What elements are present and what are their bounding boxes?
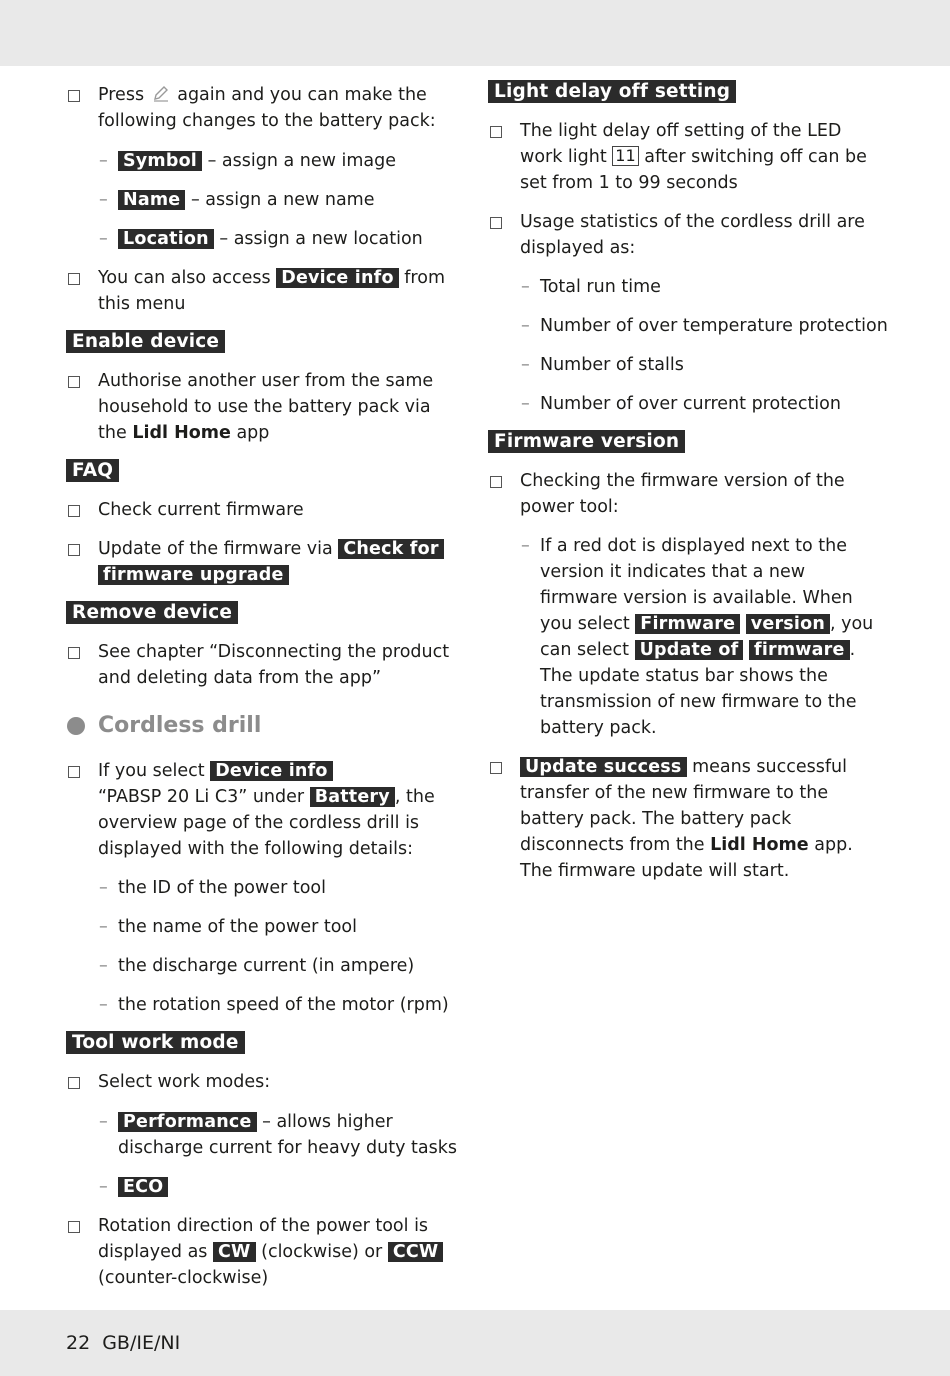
- footer-bar: [0, 1310, 950, 1376]
- checkbox-bullet-icon: [68, 505, 80, 517]
- checkbox-bullet-icon: [68, 90, 80, 102]
- fw-red-dot-item: – If a red dot is displayed next to the version it indicates that a new firmware version is available. When you select Firmware version , you can select Update of firmware . The update status bar shows the transmission of new firmware to the battery pack.: [521, 536, 874, 738]
- usage-item: – Number of stalls: [521, 355, 684, 375]
- firmware-label: Firmware: [635, 614, 740, 634]
- version-label: version: [746, 614, 830, 634]
- faq-heading: FAQ: [66, 459, 119, 482]
- update-of-label: Update of: [635, 640, 744, 660]
- access-bullet: You can also access Device info from this menu: [66, 265, 461, 317]
- battery-label: Battery: [310, 787, 395, 807]
- checkbox-bullet-icon: [68, 1221, 80, 1233]
- cw-label: CW: [213, 1242, 256, 1262]
- ccw-label: CCW: [388, 1242, 444, 1262]
- select-bullet: If you select Device info “PABSP 20 Li C3” under Battery , the overview page of the cordless drill is displayed with the following details:: [66, 758, 461, 862]
- header-bar: [0, 0, 950, 66]
- press-bullet: Press again and you can make the following changes to the battery pack:: [66, 82, 461, 134]
- enable-device-heading: Enable device: [66, 330, 225, 353]
- faq-check-bullet: Check current firmware: [66, 497, 461, 523]
- checkbox-bullet-icon: [490, 762, 502, 774]
- detail-item: – the discharge current (in ampere): [99, 956, 415, 976]
- device-info-label-2: Device info: [210, 761, 332, 781]
- eco-item: – ECO: [66, 1174, 461, 1200]
- light-delay-heading: Light delay off setting: [488, 80, 736, 103]
- remove-device-heading: Remove device: [66, 601, 238, 624]
- light-bullet: The light delay off setting of the LED work light 11 after switching off can be set from 1 to 99 seconds: [488, 118, 888, 196]
- enable-bullet: Authorise another user from the same household to use the battery pack via the Lidl Home app: [66, 368, 461, 446]
- usage-item: – Number of over temperature protection: [521, 316, 888, 336]
- firmware-label-2: firmware: [749, 640, 850, 660]
- page-number: 22 GB/IE/NI: [66, 1332, 181, 1354]
- right-column: [488, 80, 888, 884]
- usage-item: – Number of over current protection: [521, 394, 841, 414]
- checkbox-bullet-icon: [68, 376, 80, 388]
- modes-bullet: Select work modes:: [66, 1069, 461, 1095]
- faq-update-bullet: Update of the firmware via Check for firmware upgrade: [66, 536, 461, 588]
- checkbox-bullet-icon: [68, 273, 80, 285]
- success-bullet: Update success means successful transfer of the new firmware to the battery pack. The battery pack disconnects from the Lidl Home app. The firmware update will start.: [488, 754, 888, 884]
- name-label: Name: [118, 190, 185, 210]
- left-column: [66, 80, 461, 1291]
- light-number-box: 11: [612, 146, 638, 166]
- tool-work-mode-heading: Tool work mode: [66, 1031, 245, 1054]
- eco-label: ECO: [118, 1177, 168, 1197]
- cordless-drill-title: Cordless drill: [66, 711, 461, 741]
- detail-item: – the ID of the power tool: [99, 878, 326, 898]
- name-item: – Name – assign a new name: [99, 190, 375, 210]
- firmware-upgrade-label: firmware upgrade: [98, 565, 289, 585]
- remove-bullet: See chapter “Disconnecting the product and deleting data from the app”: [66, 639, 461, 691]
- section-dot-icon: [67, 717, 85, 735]
- location-label: Location: [118, 229, 214, 249]
- pencil-icon: [152, 84, 170, 102]
- symbol-label: Symbol: [118, 151, 202, 171]
- checkbox-bullet-icon: [68, 647, 80, 659]
- checkbox-bullet-icon: [490, 476, 502, 488]
- update-success-label: Update success: [520, 757, 687, 777]
- checkbox-bullet-icon: [490, 217, 502, 229]
- checkbox-bullet-icon: [68, 1077, 80, 1089]
- symbol-item: – Symbol – assign a new image: [99, 151, 397, 171]
- checkbox-bullet-icon: [68, 544, 80, 556]
- device-info-label: Device info: [276, 268, 398, 288]
- detail-item: – the name of the power tool: [99, 917, 357, 937]
- performance-label: Performance: [118, 1112, 257, 1132]
- checkbox-bullet-icon: [490, 126, 502, 138]
- rotation-bullet: Rotation direction of the power tool is displayed as CW (clockwise) or CCW (counter-clockwise): [66, 1213, 461, 1291]
- location-item: – Location – assign a new location: [99, 229, 423, 249]
- usage-bullet: Usage statistics of the cordless drill are displayed as:: [488, 209, 888, 261]
- detail-item: – the rotation speed of the motor (rpm): [99, 995, 449, 1015]
- firmware-version-heading: Firmware version: [488, 430, 685, 453]
- usage-item: – Total run time: [521, 277, 661, 297]
- checkbox-bullet-icon: [68, 766, 80, 778]
- performance-item: – Performance – allows higher discharge current for heavy duty tasks: [99, 1112, 457, 1158]
- check-for-label: Check for: [338, 539, 443, 559]
- fw-check-bullet: Checking the firmware version of the power tool:: [488, 468, 888, 520]
